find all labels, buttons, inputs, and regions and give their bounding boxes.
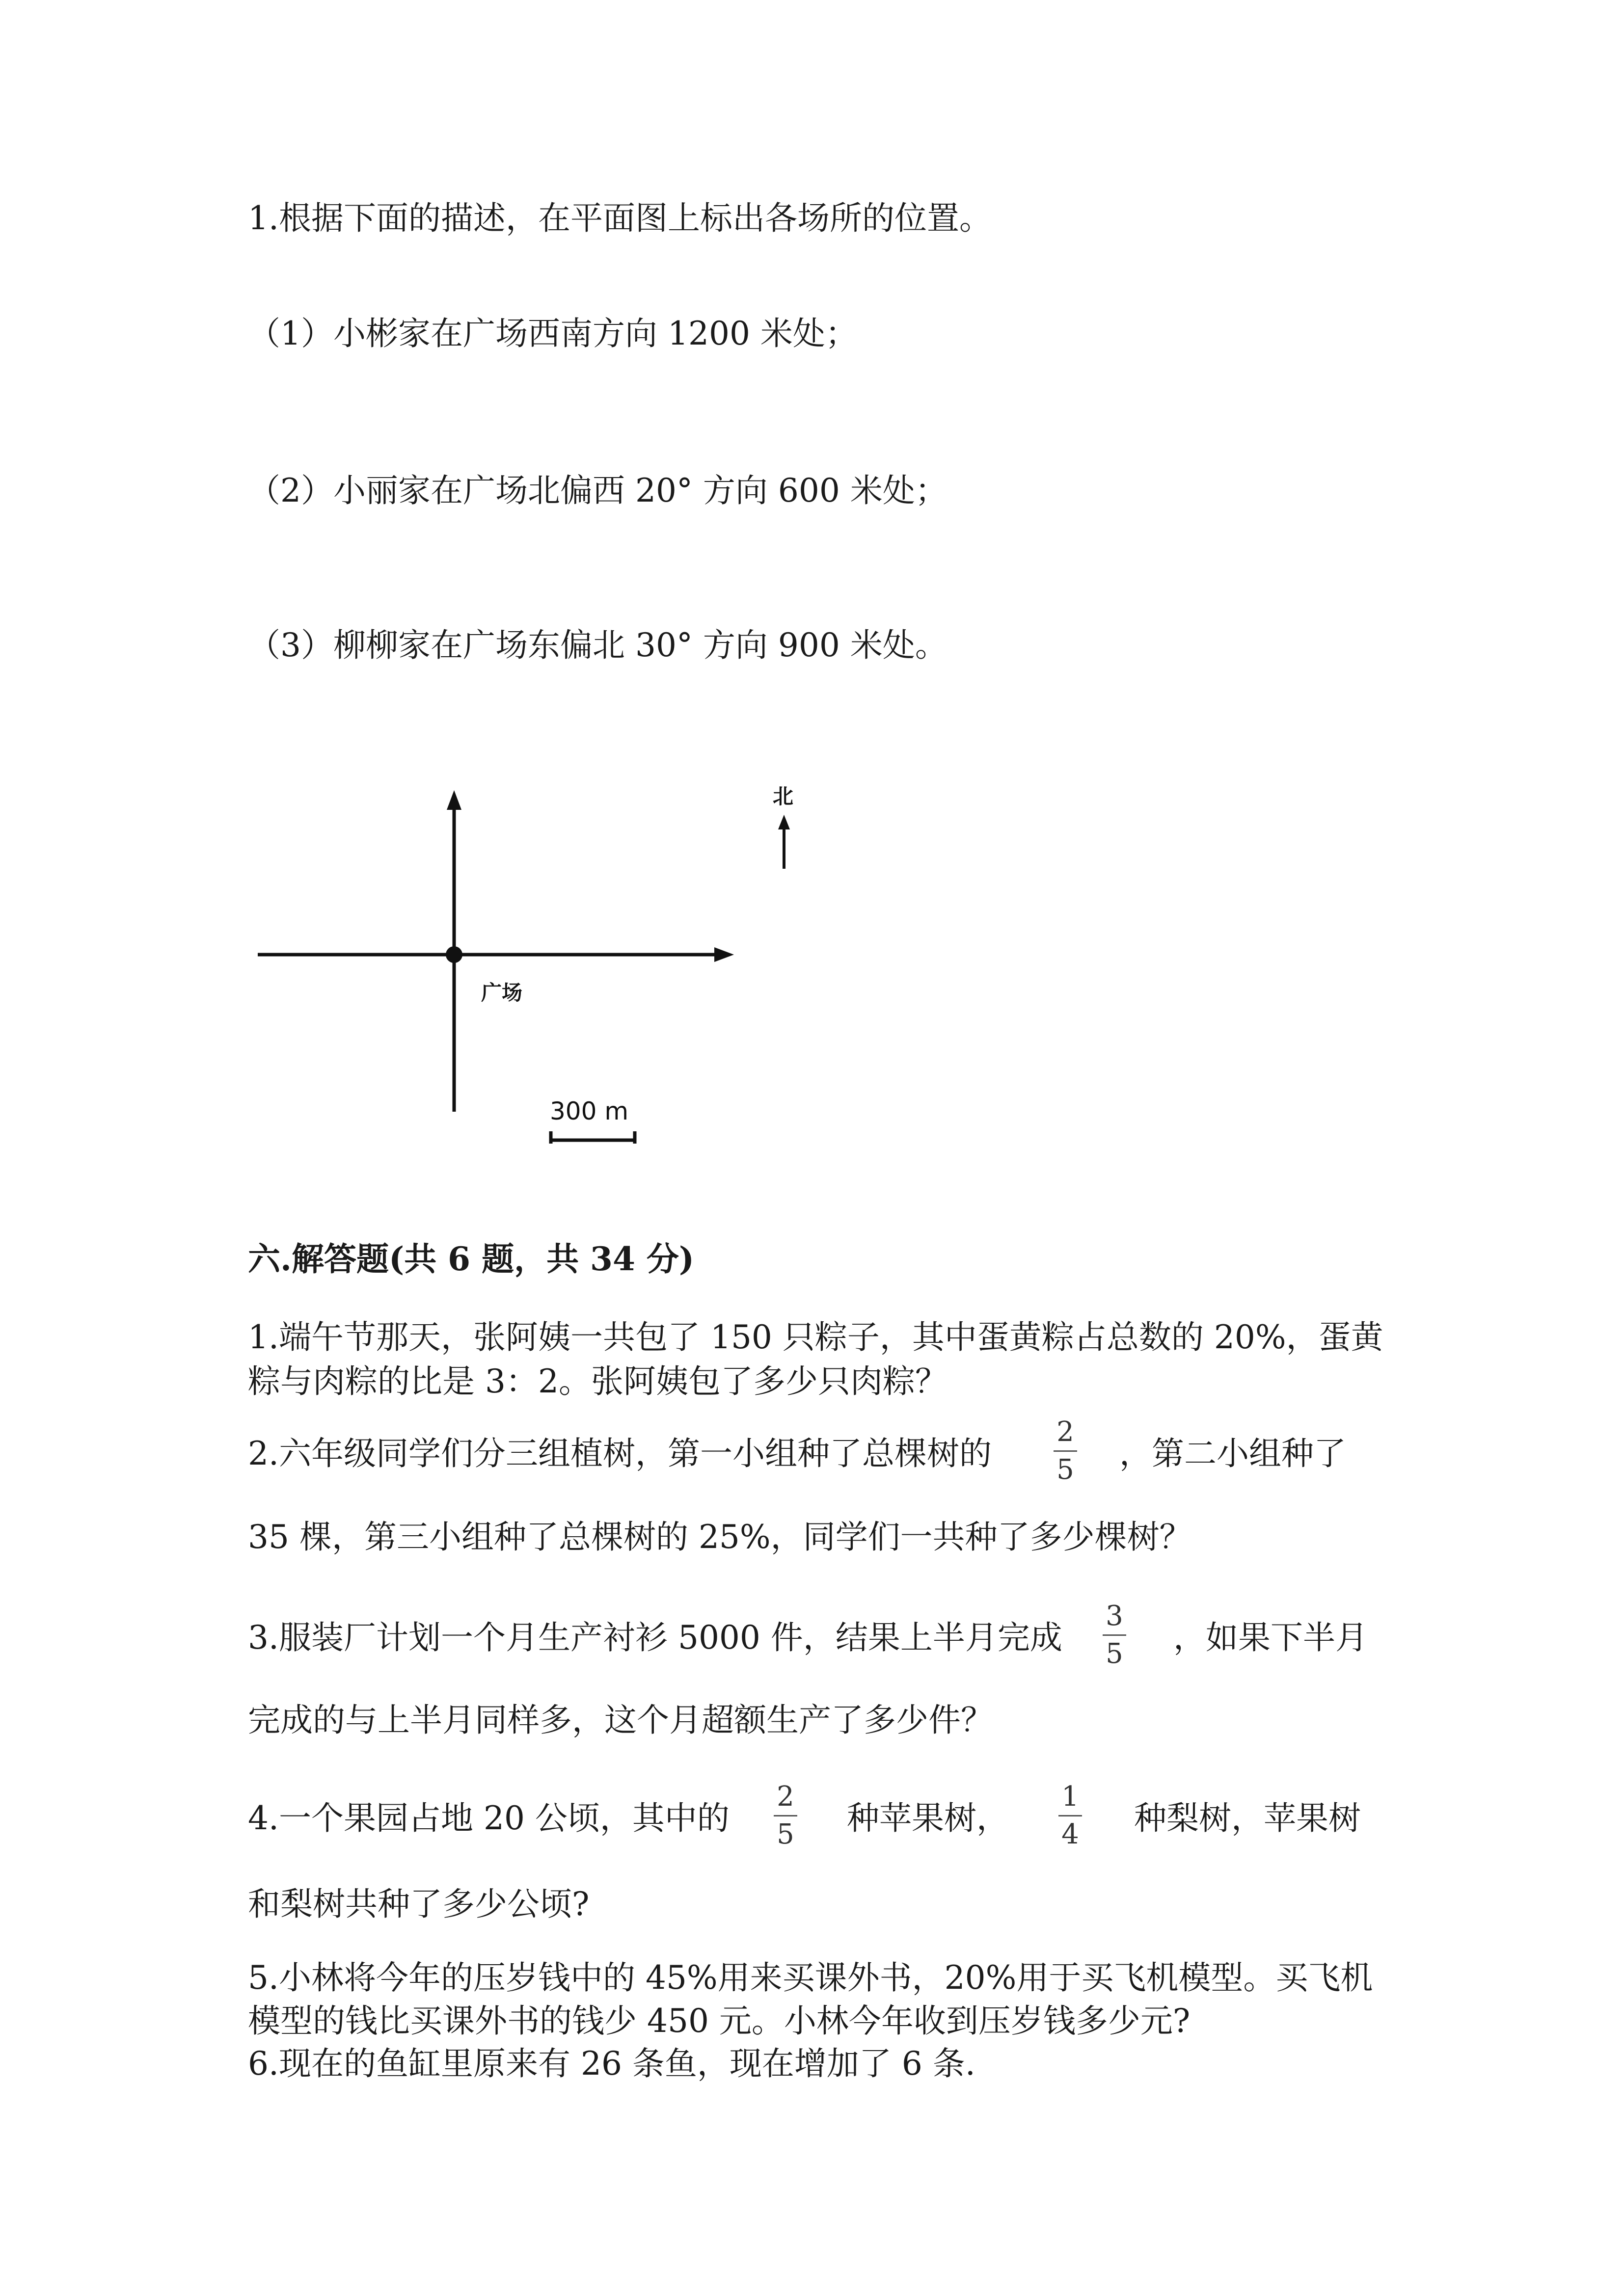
question-3-line-2: 完成的与上半月同样多，这个月超额生产了多少件？: [248, 1701, 993, 1739]
list-item: （1）小彬家在广场西南方向 1200 米处；: [248, 315, 858, 352]
question-2-part-2: ，第二小组种了: [1119, 1435, 1346, 1472]
question-3-part-1: 3.服装厂计划一个月生产衬衫 5000 件，结果上半月完成: [248, 1619, 1062, 1656]
north-label: 北: [773, 784, 794, 808]
question-4-part-3: 种梨树，苹果树: [1134, 1799, 1361, 1837]
fraction-two-fifths: 2 5: [1051, 1416, 1080, 1486]
question-2-part-1: 2.六年级同学们分三组植树，第一小组种了总棵树的: [248, 1435, 992, 1472]
question-title: 1.根据下面的描述，在平面图上标出各场所的位置。: [248, 199, 992, 237]
list-item: （3）柳柳家在广场东偏北 30° 方向 900 米处。: [248, 626, 947, 664]
question-6-line-1: 6.现在的鱼缸里原来有 26 条鱼，现在增加了 6 条.: [248, 2045, 975, 2082]
question-4-line-2: 和梨树共种了多少公顷?: [248, 1885, 590, 1923]
question-4-part-2: 种苹果树，: [847, 1799, 1009, 1837]
north-arrowhead: [447, 790, 461, 810]
question-5-line-1: 5.小林将今年的压岁钱中的 45%用来买课外书，20%用于买飞机模型。买飞机: [248, 1959, 1373, 1997]
scale-label: 300 m: [550, 1097, 629, 1125]
question-1-line-2: 粽与肉粽的比是 3：2。张阿姨包了多少只肉粽？: [248, 1362, 947, 1400]
plaza-label: 广场: [481, 981, 523, 1005]
list-item: （2）小丽家在广场北偏西 20° 方向 600 米处；: [248, 472, 947, 509]
east-arrowhead: [714, 947, 734, 962]
north-indicator-arrowhead: [778, 815, 790, 829]
fraction-two-fifths: 2 5: [771, 1781, 800, 1851]
plaza-point: [446, 946, 462, 963]
section-heading: 六.解答题(共 6 题，共 34 分): [248, 1240, 695, 1278]
question-4-part-1: 4.一个果园占地 20 公顷，其中的: [248, 1799, 730, 1837]
fraction-one-quarter: 1 4: [1056, 1781, 1085, 1851]
question-2-line-2: 35 棵，第三小组种了总棵树的 25%，同学们一共种了多少棵树？: [248, 1518, 1192, 1556]
question-5-line-2: 模型的钱比买课外书的钱少 450 元。小林今年收到压岁钱多少元?: [248, 2002, 1191, 2040]
fraction-three-fifths: 3 5: [1100, 1600, 1129, 1670]
question-3-part-2: ，如果下半月: [1173, 1619, 1368, 1656]
question-1-line-1: 1.端午节那天，张阿姨一共包了 150 只粽子，其中蛋黄粽占总数的 20%，蛋黄: [248, 1318, 1383, 1356]
